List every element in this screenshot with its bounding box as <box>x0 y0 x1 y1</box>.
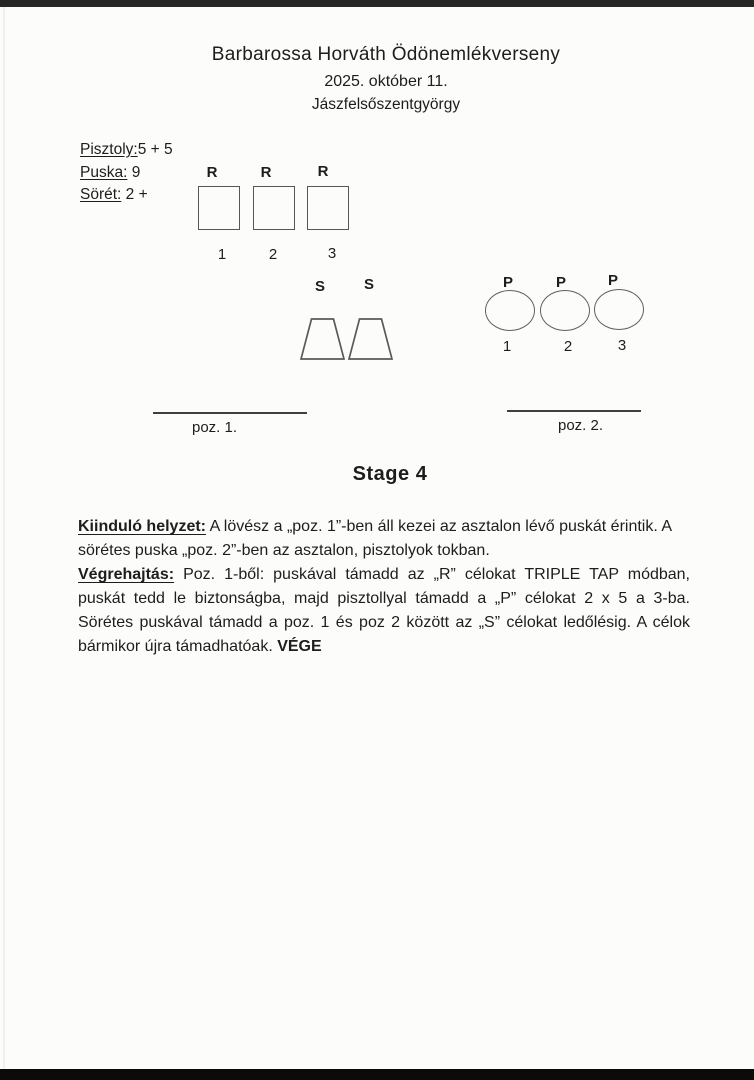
briefing-start-text: A lövész a „poz. 1”-ben áll kezei az asztalon lévő puskát érintik. A sörétes puska „poz. 2”-ben az asztalon, pisztolyok tokban. <box>78 518 672 559</box>
rifle-target-letter: R <box>206 164 218 181</box>
doc-date: 2025. október 11. <box>324 73 448 90</box>
scan-left-edge <box>3 7 5 1069</box>
equipment-list <box>80 139 173 207</box>
briefing-start-paragraph <box>78 515 690 563</box>
position1-label: poz. 1. <box>192 419 238 436</box>
shotgun-target-letter: S <box>363 276 375 293</box>
rifle-target-number: 1 <box>217 246 227 263</box>
scan-bottom-edge <box>0 1069 754 1080</box>
briefing-exec-text: Poz. 1-ből: puskával támadd az „R” célokat TRIPLE TAP módban, puskát tedd le biztonságba, majd pisztollyal támadd a „P” célokat 2 x 5 a 3-ba. Sörétes puskával támadd a poz. 1 és poz 2 között az „S” célokat ledőlésig. A célok bármikor újra támadhatóak. <box>78 566 690 655</box>
equipment-value: 9 <box>127 163 141 181</box>
position2-label: poz. 2. <box>558 417 604 434</box>
scan-top-edge <box>0 0 754 7</box>
briefing-exec-paragraph <box>78 563 690 659</box>
shotgun-target-shape <box>300 318 345 360</box>
equipment-value: 2 + <box>121 186 148 203</box>
pistol-target-letter: P <box>502 274 514 291</box>
rifle-target-letter: R <box>317 163 329 180</box>
pistol-target-ellipse <box>594 289 644 330</box>
briefing-end-word: VÉGE <box>277 638 322 655</box>
doc-location: Jászfelsőszentgyörgy <box>311 96 461 113</box>
rifle-target-number: 3 <box>327 245 337 262</box>
rifle-target-square <box>253 186 295 230</box>
rifle-target-square <box>307 186 349 230</box>
equipment-item-pisztoly <box>80 139 173 162</box>
briefing-exec-label: Végrehajtás: <box>78 566 175 583</box>
equipment-item-puska <box>80 162 173 185</box>
pistol-target-number: 2 <box>563 338 573 355</box>
shotgun-target-shape <box>348 318 393 360</box>
pistol-target-number: 3 <box>617 337 627 354</box>
equipment-item-soret <box>80 184 173 207</box>
position1-line <box>153 412 307 414</box>
pistol-target-number: 1 <box>502 338 512 355</box>
position2-line <box>507 410 641 412</box>
rifle-target-number: 2 <box>268 246 278 263</box>
doc-header <box>0 44 754 114</box>
stage-briefing <box>78 515 690 659</box>
rifle-target-square <box>198 186 240 230</box>
pistol-target-ellipse <box>485 290 535 331</box>
equipment-label: Pisztoly: <box>80 141 138 158</box>
briefing-start-label: Kiinduló helyzet: <box>78 518 206 535</box>
shotgun-target-letter: S <box>314 278 326 295</box>
equipment-label: Sörét: <box>80 186 122 203</box>
equipment-value: 5 + 5 <box>137 141 173 158</box>
equipment-label: Puska: <box>80 163 128 181</box>
doc-title: Barbarossa Horváth Ödönemlékverseny <box>211 44 561 65</box>
rifle-target-letter: R <box>260 164 272 181</box>
pistol-target-ellipse <box>540 290 590 331</box>
pistol-target-letter: P <box>555 274 567 291</box>
pistol-target-letter: P <box>607 272 619 289</box>
stage-title: Stage 4 <box>352 463 428 485</box>
